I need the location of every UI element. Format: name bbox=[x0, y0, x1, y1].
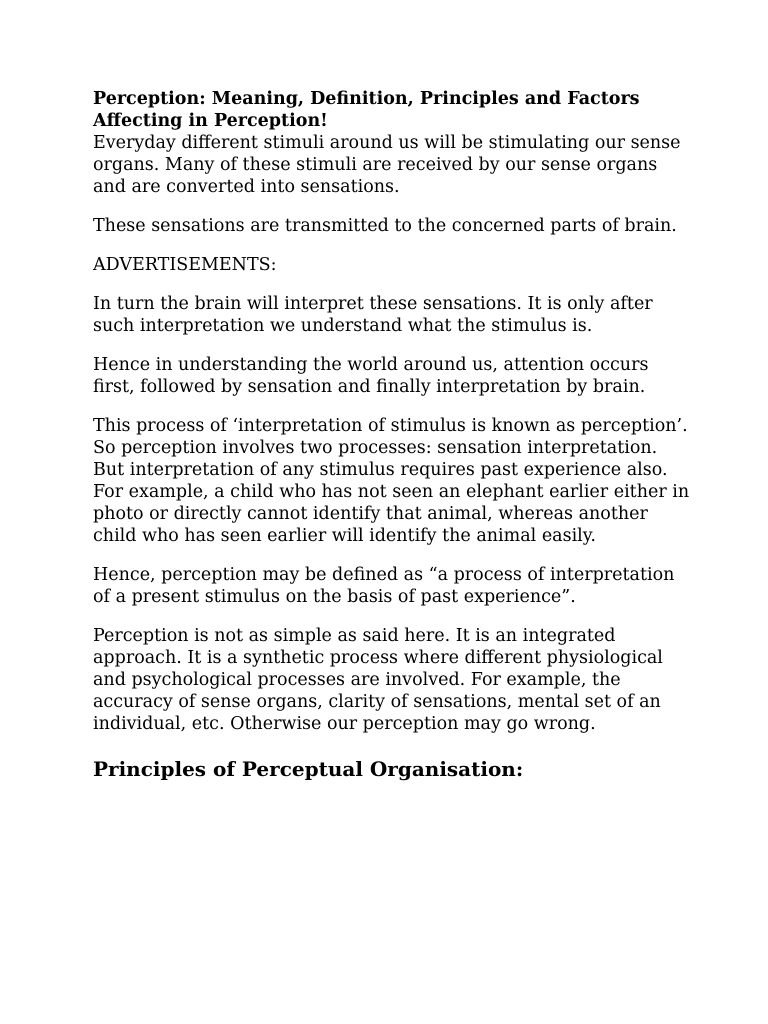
document-page bbox=[93, 88, 693, 782]
document-title: Perception: Meaning, Definition, Principles and Factors Affecting in Perception! bbox=[93, 89, 640, 131]
paragraph: Perception is not as simple as said here. It is an integrated approach. It is a synthetic process where different physiological and psychological processes are involved. For example, the accuracy of sense organs, clarity of sensations, mental set of an individual, etc. Otherwise our perception may go wrong. bbox=[93, 626, 663, 734]
advertisements-label: ADVERTISEMENTS: bbox=[93, 255, 277, 275]
paragraph: These sensations are transmitted to the concerned parts of brain. bbox=[93, 216, 677, 236]
paragraph: Hence, perception may be defined as “a process of interpretation of a present stimulus on the basis of past experience”. bbox=[93, 565, 675, 607]
paragraph: In turn the brain will interpret these sensations. It is only after such interpretation we understand what the stimulus is. bbox=[93, 294, 653, 336]
section-heading: Principles of Perceptual Organisation: bbox=[93, 757, 524, 781]
paragraph: Hence in understanding the world around us, attention occurs first, followed by sensation and finally interpretation by brain. bbox=[93, 355, 649, 397]
paragraph: This process of ‘interpretation of stimulus is known as perception’. So perception involves two processes: sensation interpretation. But interpretation of any stimulus requires past experience also. For example, a child who has not seen an elephant earlier either in photo or directly cannot identify that animal, whereas another child who has seen earlier will identify the animal easily. bbox=[93, 416, 690, 546]
paragraph: Everyday different stimuli around us will be stimulating our sense organs. Many of these stimuli are received by our sense organs and are converted into sensations. bbox=[93, 133, 681, 197]
